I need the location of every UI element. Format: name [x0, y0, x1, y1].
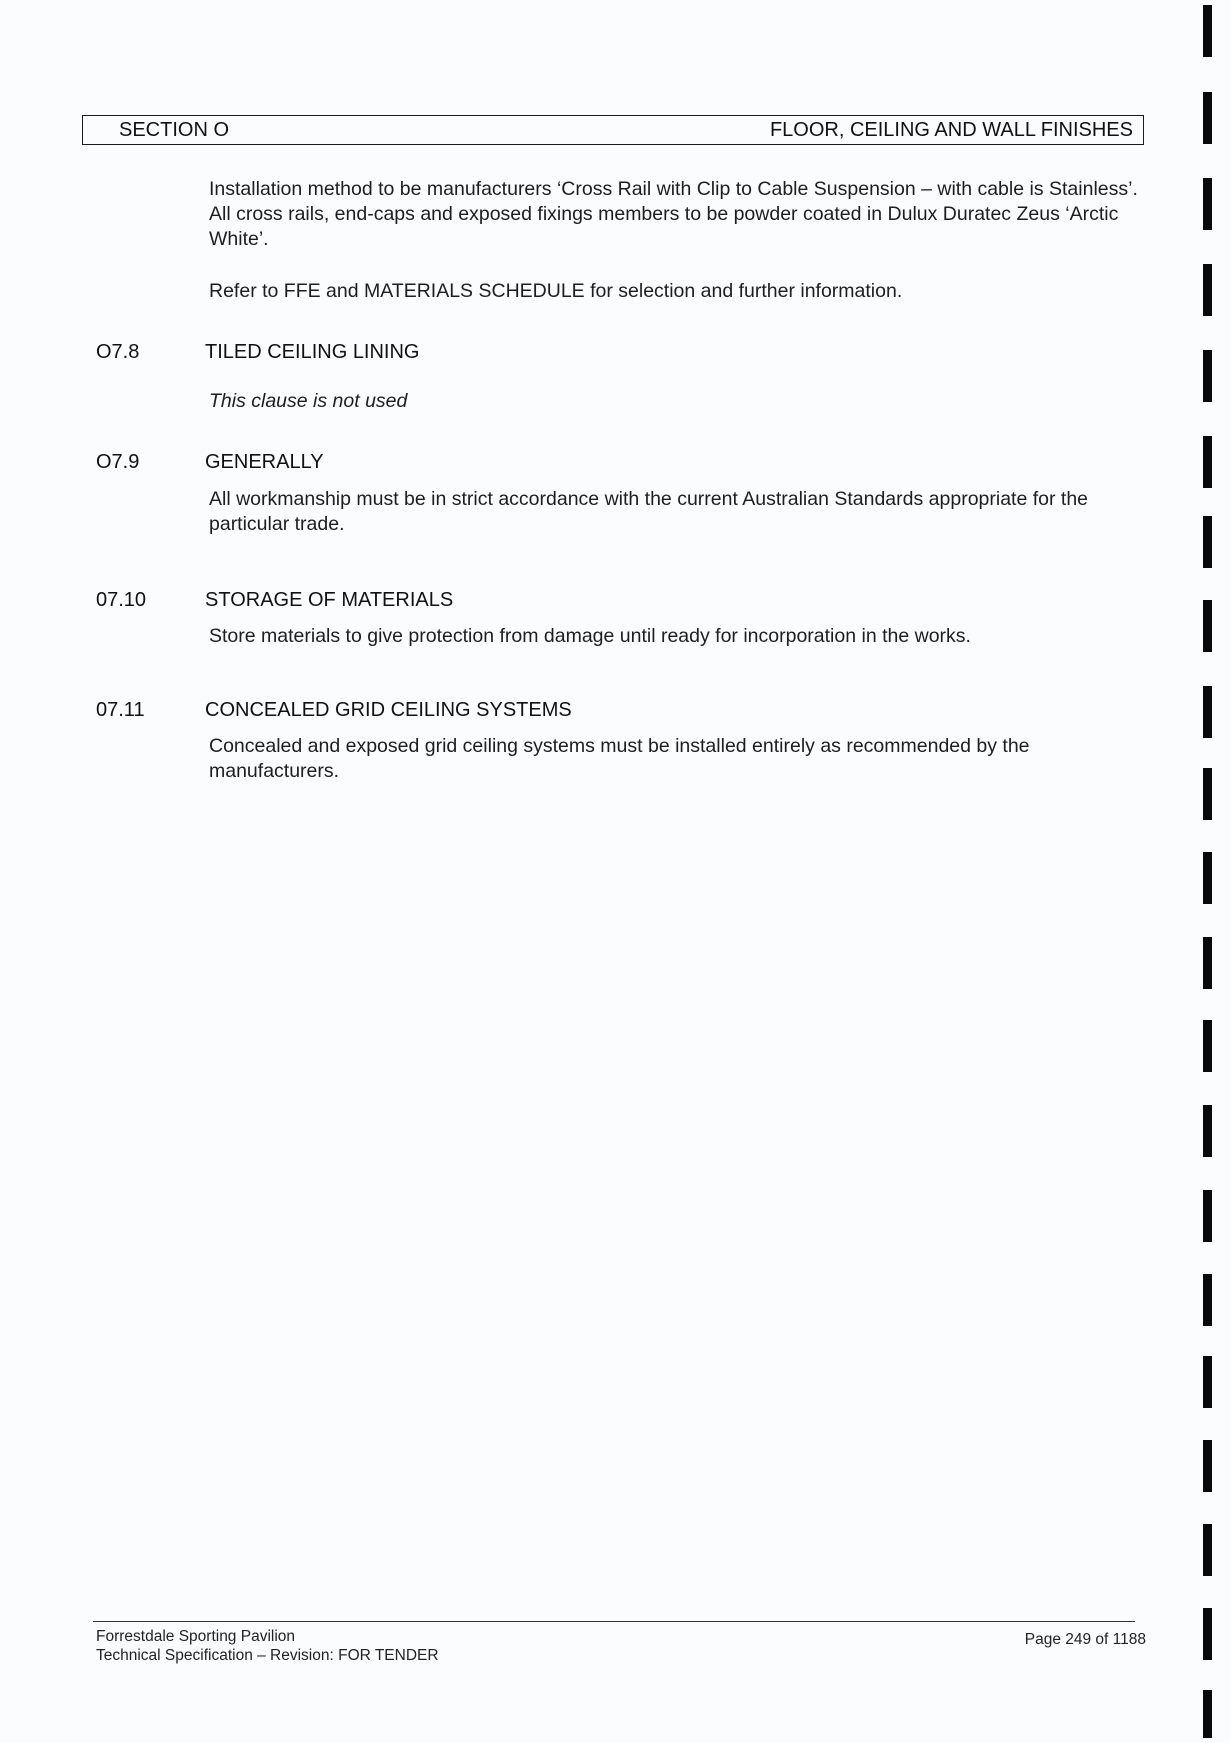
binding-mark	[1203, 92, 1212, 144]
clause-number: O7.8	[96, 341, 140, 363]
clause-body: Store materials to give protection from damage until ready for incorporation in the works.	[209, 625, 971, 647]
clause-title: CONCEALED GRID CEILING SYSTEMS	[205, 699, 572, 721]
section-header	[82, 115, 1144, 145]
binding-mark	[1203, 436, 1212, 488]
binding-mark	[1203, 264, 1212, 316]
binding-mark	[1203, 1524, 1212, 1576]
binding-mark	[1203, 686, 1212, 738]
binding-mark	[1203, 1020, 1212, 1072]
binding-mark	[1203, 1440, 1212, 1492]
binding-mark	[1203, 1105, 1212, 1157]
binding-mark	[1203, 852, 1212, 904]
binding-mark	[1203, 178, 1212, 230]
clause-title: STORAGE OF MATERIALS	[205, 589, 454, 611]
binding-mark	[1203, 5, 1212, 57]
clause-number: O7.9	[96, 451, 140, 473]
binding-mark	[1203, 1190, 1212, 1242]
footer-spec: Technical Specification – Revision: FOR TENDER	[96, 1647, 439, 1664]
binding-mark	[1203, 516, 1212, 568]
binding-mark	[1203, 1608, 1212, 1660]
clause-body: This clause is not used	[209, 390, 408, 412]
clause-body: All workmanship must be in strict accordance with the current Australian Standards appropriate for the particular trade.	[209, 488, 1089, 535]
refer-paragraph: Refer to FFE and MATERIALS SCHEDULE for selection and further information.	[209, 280, 903, 302]
clause-number: 07.10	[96, 589, 147, 611]
clause-body: Concealed and exposed grid ceiling systems must be installed entirely as recommended by the manufacturers.	[209, 735, 1030, 782]
section-title: FLOOR, CEILING AND WALL FINISHES	[769, 119, 1133, 141]
clause-title: TILED CEILING LINING	[205, 341, 420, 363]
section-label: SECTION O	[119, 119, 230, 141]
footer-divider	[93, 1621, 1135, 1622]
clause-number: 07.11	[96, 699, 145, 721]
binding-mark	[1203, 600, 1212, 652]
binding-mark	[1203, 1274, 1212, 1326]
binding-mark	[1203, 1690, 1212, 1738]
binding-mark	[1203, 350, 1212, 402]
footer-project: Forrestdale Sporting Pavilion	[96, 1628, 296, 1645]
clause-title: GENERALLY	[205, 451, 324, 473]
page-number: Page 249 of 1188	[1024, 1631, 1146, 1648]
footer-info	[96, 1627, 439, 1665]
installation-paragraph: Installation method to be manufacturers ‘Cross Rail with Clip to Cable Suspension – with cable is Stainless’. All cross rails, end-caps and exposed fixings members to be powder coated in Dulux Duratec Zeus ‘Arctic White’.	[209, 178, 1138, 250]
binding-mark	[1203, 1356, 1212, 1408]
binding-mark	[1203, 937, 1212, 989]
binding-mark	[1203, 768, 1212, 820]
